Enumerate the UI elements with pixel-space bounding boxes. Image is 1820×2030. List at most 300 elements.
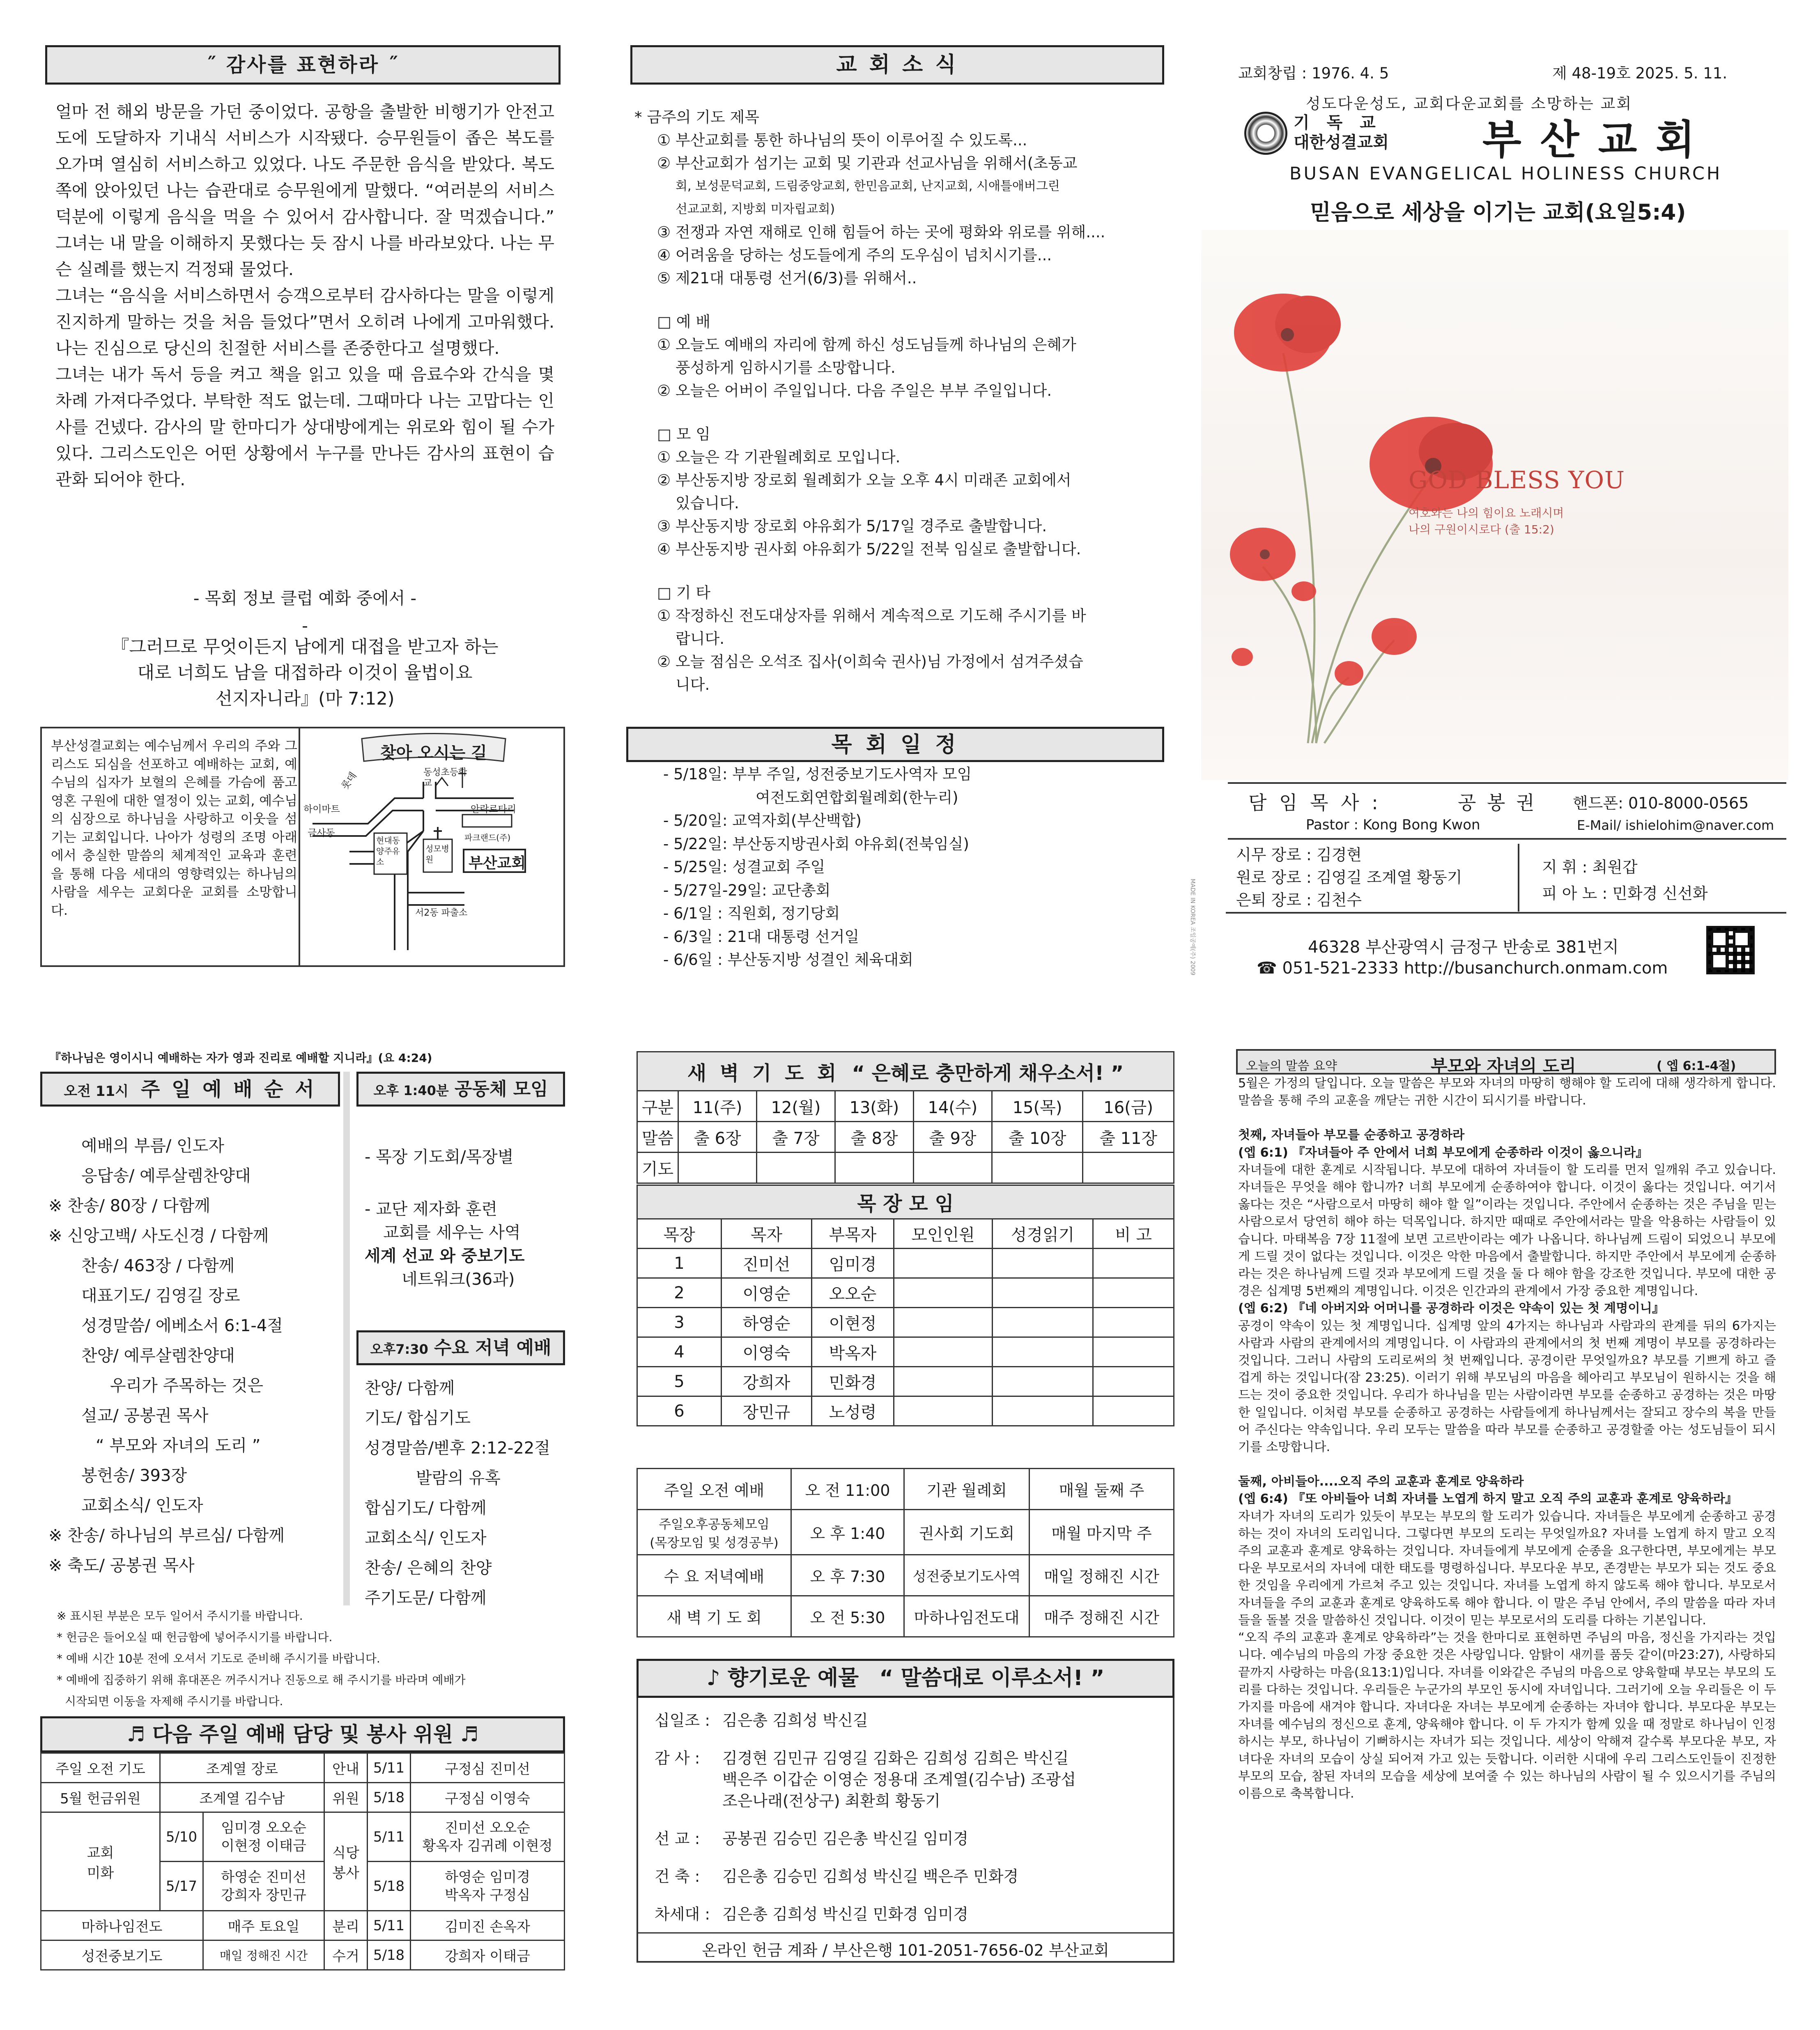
mokjang-cell: 장민규 [722,1396,812,1426]
dawn-title-row [637,1052,1174,1091]
dawn-word-row [637,1122,1174,1153]
thanks-paragraph: 그녀는 “음식을 서비스하면서 승객으로부터 감사하다는 말을 이렇게 진지하게 말하는 것을 처음 들었다”면서 오히려 나에게 고마워했다. 나는 진심으로 당신의 친절한 서비스를 존중한다고 설명했다. [55,286,554,358]
dawn-cell: 출 7장 [756,1122,835,1153]
service-cell: 주일 오전 예배 [637,1469,791,1510]
duty-cell [411,1812,565,1862]
mokjang-row [637,1278,1174,1308]
map-label: 안락로타리 [471,804,517,815]
staff-block [1226,842,1786,914]
schedule-item: - 6/6일 : 부산동지방 성결인 체육대회 [663,951,913,969]
thanks-paragraph: 얼마 전 해외 방문을 가던 중이었다. 공항을 출발한 비행기가 안전고도에 도달하자 기내식 서비스가 시작됐다. 승무원들이 좁은 복도를 오가며 열심히 서비스하고 있었다. 나도 주문한 음식을 받았다. 복도 쪽에 앉아있던 나는 습관대로 승무원에게 말했다. “여러분의 서비스 덕분에 이렇게 음식을 먹을 수 있어서 감사합니다. 잘 먹겠습니다.” 그녀는 내 말을 이해하지 못했다는 듯 잠시 나를 바라보았다. 나는 무슨 실례를 했는지 걱정돼 물었다. [55,102,554,279]
community-item: - 목장 기도회/목장별 [365,1148,514,1167]
schedule-item: - 5/20일: 교역자회(부산백합) [663,812,862,829]
duty-cell: 5/18 [368,1940,411,1970]
bless-verse-line: 나의 구원이시로다 (출 15:2) [1409,523,1554,536]
dawn-cell: 출 11장 [1083,1122,1174,1153]
dawn-cell [756,1153,835,1183]
duty-cell: 주일 오전 기도 [41,1753,160,1783]
note-line: * 예배 시간 10분 전에 오셔서 기도로 준비해 주시기를 바랍니다. [57,1652,380,1665]
sermon-paragraph: 자녀들에 대한 훈계로 시작됩니다. 부모에 대하여 자녀들이 할 도리를 먼저 일깨워 주고 있습니다. 자녀들은 무엇을 해야 합니까? 너희 부모에게 순종하여야 합니다. 이것이 옳다는 것입니다. 여기서 옳다는 것은 “사람으로서 마땅히 해야 할 일”이라는 것입니다. 주안에서 순종하는 것은 주님을 믿는 사람으로서 당연히 해야 하는 덕목입니다. 하지만 때때로 주안에서라는 말을 악용하는 사람들이 있습니다. 마태복음 7장 11절에 보면 고르반이라는 예가 나옵니다. 하나님께 드림이 되었으니 부모에게 드릴 것이 없다는 것입니다. 이것은 악한 마음에서 출발합니다. 하지만 주안에서 부모에게 순종하라는 것은 하나님께 드릴 것과 부모에게 드릴 것을 둘 다 해야 함을 강조한 것입니다. 부모에 대한 공경은 십계명 5번째의 계명입니다. 이것은 인간과의 관계에서 가장 중요한 계명입니다. [1238,1162,1776,1299]
duty-cell-text: 미화 [87,1865,114,1881]
sermon-paragraph: 둘째, 아비들아....오직 주의 교훈과 훈계로 양육하라 [1238,1474,1524,1489]
schedule-item: - 6/3일 : 21대 대통령 선거일 [663,928,859,946]
service-cell: 오 후 7:30 [791,1555,904,1596]
dawn-pray-row [637,1153,1174,1183]
etc-item: ① 작정하신 전도대상자를 위해서 계속적으로 기도해 주시기를 바 [657,607,1086,625]
news-title: 교 회 소 식 [630,45,1164,85]
pastor-email: E-Mail/ ishielohim@naver.com [1577,818,1774,833]
offering-names: 김은총 김희성 박신길 민화경 임미경 [722,1905,968,1923]
order-item: 응답송/ 예루살렘찬양대 [81,1167,251,1185]
order-item: 교회소식/ 인도자 [81,1496,203,1515]
duty-row [41,1783,565,1812]
mokjang-cell [894,1337,993,1367]
order-item: ※ 찬송/ 하나님의 부르심/ 다함께 [48,1526,285,1545]
denomination [1294,113,1400,152]
duty-cell-text: 교회 [87,1844,114,1861]
mokjang-cell [993,1308,1093,1337]
duty-cell [411,1862,565,1911]
service-cell: 매월 마지막 주 [1029,1510,1174,1555]
schedule-item: - 5/27일-29일: 교단총회 [663,881,831,899]
sermon-paragraph: (엡 6:1) 『자녀들아 주 안에서 너희 부모에게 순종하라 이것이 옳으니라』 [1238,1145,1648,1160]
sermon-header [1236,1049,1776,1075]
mokjang-cell [993,1337,1093,1367]
mokjang-row [637,1249,1174,1278]
etc-item: 니다. [676,676,710,694]
service-time-row [637,1555,1174,1596]
directions-map [299,728,565,965]
duty-cell: 조계열 장로 [160,1753,324,1783]
dawn-cell [835,1153,913,1183]
staff-line: 시무 장로 : 김경현 [1236,846,1362,864]
duty-cell: 5월 헌금위원 [41,1783,160,1812]
order-time: 오전 11시 [64,1083,129,1100]
order-item: 성경말씀/ 에베소서 6:1-4절 [81,1316,283,1335]
worship-verse: 『하나님은 영이시니 예배하는 자가 영과 진리로 예배할 지니라』(요 4:24) [49,1051,432,1065]
duty-cell: 분리 [324,1911,368,1940]
service-time-row [637,1469,1174,1510]
closing-verse-line: 대로 너희도 남을 대접하라 이것이 율법이요 [137,663,473,683]
sermon-paragraph: 공경이 약속이 있는 첫 계명입니다. 십계명 앞의 4가지는 하나님과 사람과의 관계를 뒤의 6가지는 사람과 사람의 관계에서의 계명입니다. 이 사람과의 관계에서의 첫 번째 계명이 부모를 공경하라는 것입니다. 그러니 사람의 도리로써의 첫 번째입니다. 공경이란 무엇일까요? 부모를 기쁘게 하고 즐겁게 하는 것입니다(잠 23:25). 이러기 위해 부모님의 마음을 헤아리고 부모님이 원하시는 것을 해드는 것이 중요한 것입니다. 우리가 하나님을 믿는 사람이라면 부모를 순종하고 공경하는 것은 마땅한 일입니다. 이처럼 부모를 순종하고 공경하는 사람들에게 하나님께서는 잘되고 장수의 복을 만들어 주신다는 약속입니다. 우리 모두는 말씀을 따라 부모를 순종하고 공경할줄 아는 성도님들이 되시기를 소망합니다. [1238,1318,1776,1455]
map-label: 하이마트 [303,804,340,815]
dawn-cell: 말씀 [637,1122,678,1153]
community-item: 네트워크(36과) [402,1270,515,1289]
staff-line: 원로 장로 : 김영길 조계열 황동기 [1236,868,1462,886]
wednesday-header [356,1330,565,1365]
staff-line: 피 아 노 : 민화경 신선화 [1542,884,1708,902]
mokjang-cell: 이영순 [722,1278,812,1308]
mokjang-cell [894,1249,993,1278]
order-item: 봉헌송/ 393장 [81,1466,187,1485]
order-header [40,1072,340,1107]
duty-cell: 수거 [324,1940,368,1970]
mokjang-row [637,1367,1174,1396]
duty-cell-text: 임미경 오오순 [221,1819,306,1836]
service-times-table [637,1468,1174,1637]
dawn-cell: 16(금) [1083,1091,1174,1122]
dawn-cell [992,1153,1083,1183]
community-time: 오후 1:40분 [373,1083,449,1098]
order-item: 예배의 부름/ 인도자 [81,1137,225,1155]
service-cell: 오 전 5:30 [791,1596,904,1637]
church-motto: 성도다운성도, 교회다운교회를 소망하는 교회 [1306,95,1633,113]
sermon-paragraph: 5월은 가정의 달입니다. 오늘 말씀은 부모와 자녀의 마땅히 행해야 할 도리에 대해 생각하게 합니다. 말씀을 통해 주의 교훈을 깨닫는 귀한 시간이 되시기를 바랍니다. [1238,1076,1776,1108]
mokjang-row [637,1396,1174,1426]
dawn-cell: 12(월) [756,1091,835,1122]
sermon-body [1238,1075,1776,1803]
duty-cell: 5/10 [160,1812,203,1862]
schedule-item: 여전도회연합회월례회(한누리) [756,788,958,806]
mokjang-cell [1093,1249,1174,1278]
duty-cell-text: 진미선 오오순 [445,1819,530,1836]
order-list [48,1131,344,1581]
dawn-table [637,1051,1174,1184]
duty-cell: 5/11 [368,1753,411,1783]
service-cell: 매월 둘째 주 [1029,1469,1174,1510]
duty-row [41,1753,565,1783]
sermon-label: 오늘의 말씀 요약 [1246,1059,1337,1073]
meeting-item: ② 부산동지방 장로회 월례회가 오늘 오후 4시 미래존 교회에서 [657,471,1071,489]
thanks-title: ˝ 감사를 표현하라 ˝ [45,45,561,85]
pastor-block [1228,782,1786,840]
wednesday-item: 발람의 유혹 [416,1469,501,1488]
mokjang-cell: 임미경 [812,1249,894,1278]
church-name-english: BUSAN EVANGELICAL HOLINESS CHURCH [1289,163,1722,184]
service-cell: 수 요 저녁예배 [637,1555,791,1596]
offering-label: 선 교 : [655,1830,700,1848]
wednesday-item: 성경말씀/벧후 2:12-22절 [365,1439,550,1458]
order-item: 대표기도/ 김영길 장로 [81,1286,240,1305]
mokjang-cell: 하영순 [722,1308,812,1337]
mokjang-cell [894,1308,993,1337]
offering-names: 공봉권 김승민 김은총 박신길 임미경 [722,1830,968,1848]
prayer-item: ③ 전쟁과 자연 재해로 인해 힘들어 하는 곳에 평화와 위로를 위해.... [657,223,1105,241]
service-cell: 오 전 11:00 [791,1469,904,1510]
duty-cell: 구정심 이영숙 [411,1783,565,1812]
service-cell: 마하나임전도대 [904,1596,1029,1637]
duty-cell-text: 하영순 임미경 [445,1869,530,1885]
duty-cell-text: 박옥자 구정심 [445,1887,530,1904]
worship-item: 풍성하게 임하시기를 소망합니다. [676,359,896,377]
note-line: 시작되면 이동을 자제해 주시기를 바랍니다. [65,1695,283,1708]
prayer-item: ① 부산교회를 통한 하나님의 뜻이 이루어질 수 있도록... [657,131,1027,149]
mokjang-cell [894,1367,993,1396]
denomination-line: 대한성결교회 [1294,133,1389,152]
community-item: - 교단 제자화 훈련 [365,1200,498,1219]
map-title: 찾아 오시는 길 [380,744,487,762]
schedule-item: - 5/25일: 성결교회 주일 [663,858,825,876]
offering-names: 김경현 김민규 김영길 김화은 김희성 김희은 박신길 백은주 이갑순 이영순 정용대 조계열(김수남) 조광섭 조은나래(전상구) 최환희 황동기 [722,1749,1076,1810]
community-item: 세계 선교 와 중보기도 [365,1247,525,1265]
sermon-paragraph: (엡 6:4) 『또 아비들아 너희 자녀를 노엽게 하지 말고 오직 주의 교훈과 훈계로 양육하라』 [1238,1492,1738,1506]
offering-list [655,1710,1168,1925]
mokjang-row [637,1308,1174,1337]
mokjang-cell: 3 [637,1308,722,1337]
offering-label: 감 사 : [655,1749,700,1767]
service-cell: 권사회 기도회 [904,1510,1029,1555]
bless-verse [1409,505,1564,538]
order-item: ※ 축도/ 공봉권 목사 [48,1556,195,1575]
dawn-title-cell [637,1052,1174,1091]
worship-order-panel [40,1072,565,1712]
duty-cell: 5/18 [368,1862,411,1911]
church-contact: ☎ 051-521-2333 http://busanchurch.onmam.com [1257,959,1668,978]
etc-item: 랍니다. [676,630,724,648]
duty-cell: 안내 [324,1753,368,1783]
duty-cell: 5/11 [368,1812,411,1862]
pastor-label: 담 임 목 사 : [1248,792,1381,814]
schedule-list [663,763,1156,972]
sermon-paragraph: (엡 6:2) 『네 아버지와 어머니를 공경하라 이것은 약속이 있는 첫 계명이니』 [1238,1301,1665,1316]
mokjang-cell [1093,1367,1174,1396]
wednesday-item: 주기도문/ 다함께 [365,1589,487,1607]
sermon-title: 부모와 자녀의 도리 [1431,1056,1576,1076]
community-header [356,1072,565,1107]
service-cell: 주일오후공동체모임 (목장모임 및 성경공부) [637,1510,791,1555]
mokjang-cell [1093,1337,1174,1367]
mokjang-cell [1093,1396,1174,1426]
duty-cell: 마하나임전도 [41,1911,203,1940]
issue-number: 제 48-19호 2025. 5. 11. [1552,64,1728,82]
dawn-cell: 출 9장 [913,1122,992,1153]
dawn-cell: 15(목) [992,1091,1083,1122]
prayer-item: ⑤ 제21대 대통령 선거(6/3)를 위해서.. [657,269,917,287]
offering-row [655,1710,1168,1731]
offering-row [655,1748,1168,1812]
denomination-line: 기 독 교 [1294,113,1381,132]
sermon-paragraph: 자녀가 자녀의 도리가 있듯이 부모는 부모의 할 도리가 있습니다. 자녀들은 부모에게 순종하고 공경하는 것이 자녀의 도리입니다. 그렇다면 부모의 도리는 무엇일까요? 자녀를 노엽게 하지 말고 오직 주의 교훈과 훈계로 양육하는 것입니다. 자녀들에게 부모에게 순종을 요구한다면, 부모에게는 부모다운 부모로서의 자녀에 대한 태도를 명령하십니다. 부모다운 부모, 존경받는 부모가 되는 것도 중요한 것임을 우리에게 가르쳐 주고 있는 것입니다. 자녀를 노엽게 하지 않도록 해야 합니다. 부모로서 자녀들을 주의 교훈과 훈계로 양육하도록 해야 합니다. 이 말은 주님 안에서, 주의 말씀을 따라 자녀들을 돌볼 것을 말씀하신 것입니다. 이것이 믿는 부모로서의 도리를 다하는 기본입니다. [1238,1509,1776,1628]
prayer-item: ④ 어려움을 당하는 성도들에게 주의 도우심이 넘치시기를... [657,246,1052,264]
schedule-title: 목 회 일 정 [626,727,1164,762]
dawn-cell [1083,1153,1174,1183]
pastor-phone: 핸드폰: 010-8000-0565 [1573,794,1749,812]
duty-cell: 조계열 김수남 [160,1783,324,1812]
duty-cell: 김미진 손옥자 [411,1911,565,1940]
order-item: 찬송/ 463장 / 다함께 [81,1256,235,1275]
mokjang-cell: 이영숙 [722,1337,812,1367]
offering-header [637,1659,1174,1698]
wednesday-item: 합심기도/ 다함께 [365,1499,487,1518]
sermon-paragraph: “오직 주의 교훈과 훈계로 양육하라”는 것을 한마디로 표현하면 주님의 마음, 정신을 가지라는 것입니다. 예수님의 마음의 가장 중요한 것은 사랑입니다. 암탉이 새끼를 품듯 같이(마23:27), 사랑하되 끝까지 사랑하는 마음(요13:1)입니다. 자녀를 이와같은 주님의 마음으로 양육할때 부모는 부모의 도리를 다하는 것입니다. 우리들은 누군가의 부모인 동시에 자녀입니다. 그러기에 오늘 우리들은 이 두가지를 마음에 새겨야 합니다. 자녀다운 자녀는 부모에게 순종하는 자녀야 합니다. 부모다운 부모는 자녀를 예수님의 정신으로 훈계, 양육해야 합니다. 이 두 가지가 함께 있을 때 정말로 하나님이 인정하시는 부모, 하나님이 기뻐하시는 자녀가 되는 것입니다. 세상이 악해져 갈수록 부모다운 부모, 자녀다운 자녀의 모습이 상실 되어져 가고 있는 듯합니다. 이러한 시대에 우리 그리스도인들이 진정한 부모의 모습, 참된 자녀의 모습을 세상에 보여줄 수 있는 하나님의 사람이 될 수 있으시기를 주님의 이름으로 축복합니다. [1238,1630,1776,1801]
service-cell: 기관 월례회 [904,1469,1029,1510]
mokjang-cell [993,1367,1093,1396]
etc-item: ② 오늘 점심은 오석조 집사(이희숙 권사)님 가정에서 섬겨주셨습 [657,653,1083,671]
duty-cell: 5/18 [368,1783,411,1812]
wednesday-time: 오후7:30 [370,1341,428,1357]
worship-item: ① 오늘도 예배의 자리에 함께 하신 성도님들께 하나님의 은혜가 [657,336,1076,354]
order-item: ※ 찬송/ 80장 / 다함께 [48,1196,211,1215]
order-item: “ 부모와 자녀의 도리 ” [96,1436,261,1455]
mokjang-cell: 강희자 [722,1367,812,1396]
dawn-theme: “ 은혜로 충만하게 채우소서! ” [852,1061,1124,1085]
offering-names: 김은총 김승민 김희성 박신길 백은주 민화경 [722,1867,1019,1885]
article-source: - 목회 정보 클럽 예화 중에서 - [193,588,417,608]
mokjang-table [637,1185,1174,1426]
church-name: 부 산 교 회 [1482,117,1698,163]
dawn-cell: 구분 [637,1091,678,1122]
mokjang-cell: 2 [637,1278,722,1308]
offering-names: 김은총 김희성 박신길 [722,1711,868,1729]
mokjang-cell [894,1278,993,1308]
closing-verse-line: 선지자니라』(마 7:12) [215,689,395,709]
prayer-header: * 금주의 기도 제목 [634,108,759,126]
duty-cell: 구정심 진미선 [411,1753,565,1783]
offering-row [655,1904,1168,1925]
mokjang-cell [894,1396,993,1426]
offering-row [655,1828,1168,1849]
dawn-head-row [637,1091,1174,1122]
order-item: ※ 신앙고백/ 사도신경 / 다함께 [48,1226,269,1245]
mokjang-head-row [637,1219,1174,1249]
source-dash: - [302,616,308,636]
dawn-cell: 출 6장 [678,1122,757,1153]
duty-cell [41,1812,160,1911]
mokjang-cell: 6 [637,1396,722,1426]
mokjang-cell: 노성령 [812,1396,894,1426]
order-title: 주 일 예 배 순 서 [140,1078,317,1101]
offering-theme: “ 말씀대로 이루소서! ” [879,1666,1105,1690]
duty-title: ♬ 다음 주일 예배 담당 및 봉사 위원 ♬ [40,1716,565,1752]
duty-cell: 위원 [324,1783,368,1812]
community-list [365,1146,562,1291]
map-label: 서2동 파출소 [415,908,468,918]
mokjang-cell: 모인인원 [894,1219,993,1249]
staff-left [1236,844,1519,912]
dawn-cell: 출 10장 [992,1122,1083,1153]
service-time-row [637,1510,1174,1555]
service-cell: 새 벽 기 도 회 [637,1596,791,1637]
wednesday-item: 찬양/ 다함께 [365,1379,455,1398]
offering-label: 건 축 : [655,1867,700,1885]
sermon-paragraph: 첫째, 자녀들아 부모를 순종하고 공경하라 [1238,1128,1465,1143]
schedule-item: - 5/18일: 부부 주일, 성전중보기도사역자 모임 [663,765,972,783]
mokjang-cell [993,1396,1093,1426]
church-theme: 믿음으로 세상을 이기는 교회(요일5:4) [1310,200,1686,225]
map-label: 현대동양주유소 [376,836,400,867]
order-divider [343,1072,350,1605]
qr-code [1706,926,1755,974]
mokjang-cell: 박옥자 [812,1337,894,1367]
meeting-item: 있습니다. [676,494,739,512]
dawn-cell [678,1153,757,1183]
bless-verse-line: 여호와는 나의 힘이요 노래시며 [1409,506,1564,520]
wednesday-list [365,1373,562,1613]
duty-cell [203,1862,324,1911]
note-line: ※ 표시된 부분은 모두 일어서 주시기를 바랍니다. [57,1609,303,1623]
worship-header: □ 예 배 [657,313,710,331]
wednesday-item: 기도/ 합심기도 [365,1409,471,1428]
worship-item: ② 오늘은 어버이 주일입니다. 다음 주일은 부부 주일입니다. [657,382,1052,400]
flower-illustration [1201,230,1788,780]
service-cell: 성전중보기도사역 [904,1555,1029,1596]
church-intro-text: 부산성결교회는 예수님께서 우리의 주와 그리스도 되심을 선포하고 예배하는 교회, 예수님의 십자가 보혈의 은혜를 가슴에 품고 영혼 구원에 대한 열정이 있는 교회, 예수님의 심장으로 하나님을 사랑하고 이웃을 섬기는 교회입니다. 나아가 성령의 조명 아래에서 충실한 말씀의 체계적인 교육과 훈련을 통해 다음 세대의 영향력있는 하나님의 사람을 세우는 교회다운 교회를 소망합니다. [51,738,297,918]
mokjang-cell: 목장 [637,1219,722,1249]
dawn-cell: 기도 [637,1153,678,1183]
dawn-title: 새 벽 기 도 회 [687,1061,840,1085]
dawn-cell: 11(주) [678,1091,757,1122]
prayer-item: 회, 보성문덕교회, 드림중앙교회, 한민음교회, 난지교회, 시애틀애버그린 [676,179,1060,193]
duty-row [41,1911,565,1940]
order-item: 우리가 주목하는 것은 [110,1376,264,1395]
offering-account: 온라인 헌금 계좌 / 부산은행 101-2051-7656-02 부산교회 [638,1932,1173,1960]
mokjang-cell: 오오순 [812,1278,894,1308]
dawn-cell: 13(화) [835,1091,913,1122]
mokjang-title: 목 장 모 임 [637,1185,1174,1219]
duty-row [41,1812,565,1862]
wednesday-item: 교회소식/ 인도자 [365,1529,487,1548]
offering-label: 차세대 : [655,1905,710,1923]
thanks-paragraph: 그녀는 내가 독서 등을 켜고 책을 읽고 있을 때 음료수와 간식을 몇 차례 가져다주었다. 부탁한 적도 없는데. 그때마다 나는 고맙다는 인사를 건넸다. 감사의 말 한마디가 상대방에게는 위로와 힘이 될 수가 있다. 그리스도인은 어떤 상황에서 누구를 만나든 감사의 표현이 습관화 되어야 한다. [55,365,554,489]
dawn-cell [913,1153,992,1183]
service-time-row [637,1596,1174,1637]
community-title: 공동체 모임 [454,1079,548,1100]
duty-row [41,1940,565,1970]
god-bless-text: GOD BLESS YOU [1409,466,1625,494]
founded-date: 교회창립 : 1976. 4. 5 [1238,64,1389,82]
etc-header: □ 기 타 [657,584,710,602]
staff-line: 은퇴 장로 : 김천수 [1236,891,1362,909]
service-cell: 오 후 1:40 [791,1510,904,1555]
map-label: 동성초등학교 [423,767,467,788]
closing-verse [55,634,554,712]
schedule-item: - 6/1일 : 직원회, 정기당회 [663,905,840,922]
mokjang-cell: 진미선 [722,1249,812,1278]
service-cell: 매일 정해진 시간 [1029,1555,1174,1596]
church-address: 46328 부산광역시 금정구 반송로 381번지 [1308,938,1619,957]
prayer-item: 선교교회, 지방회 미자립교회) [676,202,835,216]
wednesday-item: 찬송/ 은혜의 찬양 [365,1559,492,1578]
offering-row [655,1866,1168,1887]
order-item: 찬양/ 예루살렘찬양대 [81,1346,235,1365]
staff-line: 지 휘 : 최원갑 [1542,858,1638,876]
wednesday-title: 수요 저녁 예배 [434,1337,552,1358]
service-cell: 매주 정해진 시간 [1029,1596,1174,1637]
note-line: * 헌금은 들어오실 때 헌금함에 넣어주시기를 바랍니다. [57,1630,333,1644]
note-line: * 예배에 집중하기 위해 휴대폰은 꺼주시거나 진동으로 해 주시기를 바라며 예배가 [57,1673,466,1687]
meeting-item: ① 오늘은 각 기관월례회로 모입니다. [657,448,901,466]
staff-right [1542,854,1708,907]
duty-cell: 5/11 [368,1911,411,1940]
sermon-reference: ( 엡 6:1-4절) [1657,1059,1736,1073]
dawn-cell: 14(수) [913,1091,992,1122]
duty-table [40,1752,565,1970]
thanks-article [55,99,554,493]
duty-cell-text: 강희자 장민규 [221,1887,306,1904]
mokjang-cell: 1 [637,1249,722,1278]
order-item: 설교/ 공봉권 목사 [81,1406,209,1425]
map-label: 롯데 [339,770,359,792]
map-label: 성모병원 [425,844,449,864]
mokjang-cell [1093,1308,1174,1337]
mokjang-cell: 민화경 [812,1367,894,1396]
meeting-item: ④ 부산동지방 권사회 야유회가 5/22일 전북 임실로 출발합니다. [657,540,1081,558]
duty-cell-text: 황옥자 김귀례 이현정 [422,1837,553,1854]
duty-cell: 매주 토요일 [203,1911,324,1940]
prayer-item: ② 부산교회가 섬기는 교회 및 기관과 선교사님을 위해서(초동교 [657,154,1078,172]
duty-cell: 강희자 이태금 [411,1940,565,1970]
duty-cell-text: 식당 [332,1844,359,1861]
duty-cell-text: 하영순 진미선 [221,1869,306,1885]
closing-verse-line: 『그러므로 무엇이든지 남에게 대접을 받고자 하는 [111,637,499,657]
mokjang-cell: 목자 [722,1219,812,1249]
meeting-item: ③ 부산동지방 장로회 야유회가 5/17일 경주로 출발합니다. [657,517,1047,535]
map-label: 파크랜드(주) [464,833,511,843]
duty-cell: 성전중보기도 [41,1940,203,1970]
church-intro-box [40,727,565,967]
mokjang-row [637,1337,1174,1367]
mokjang-cell: 4 [637,1337,722,1367]
